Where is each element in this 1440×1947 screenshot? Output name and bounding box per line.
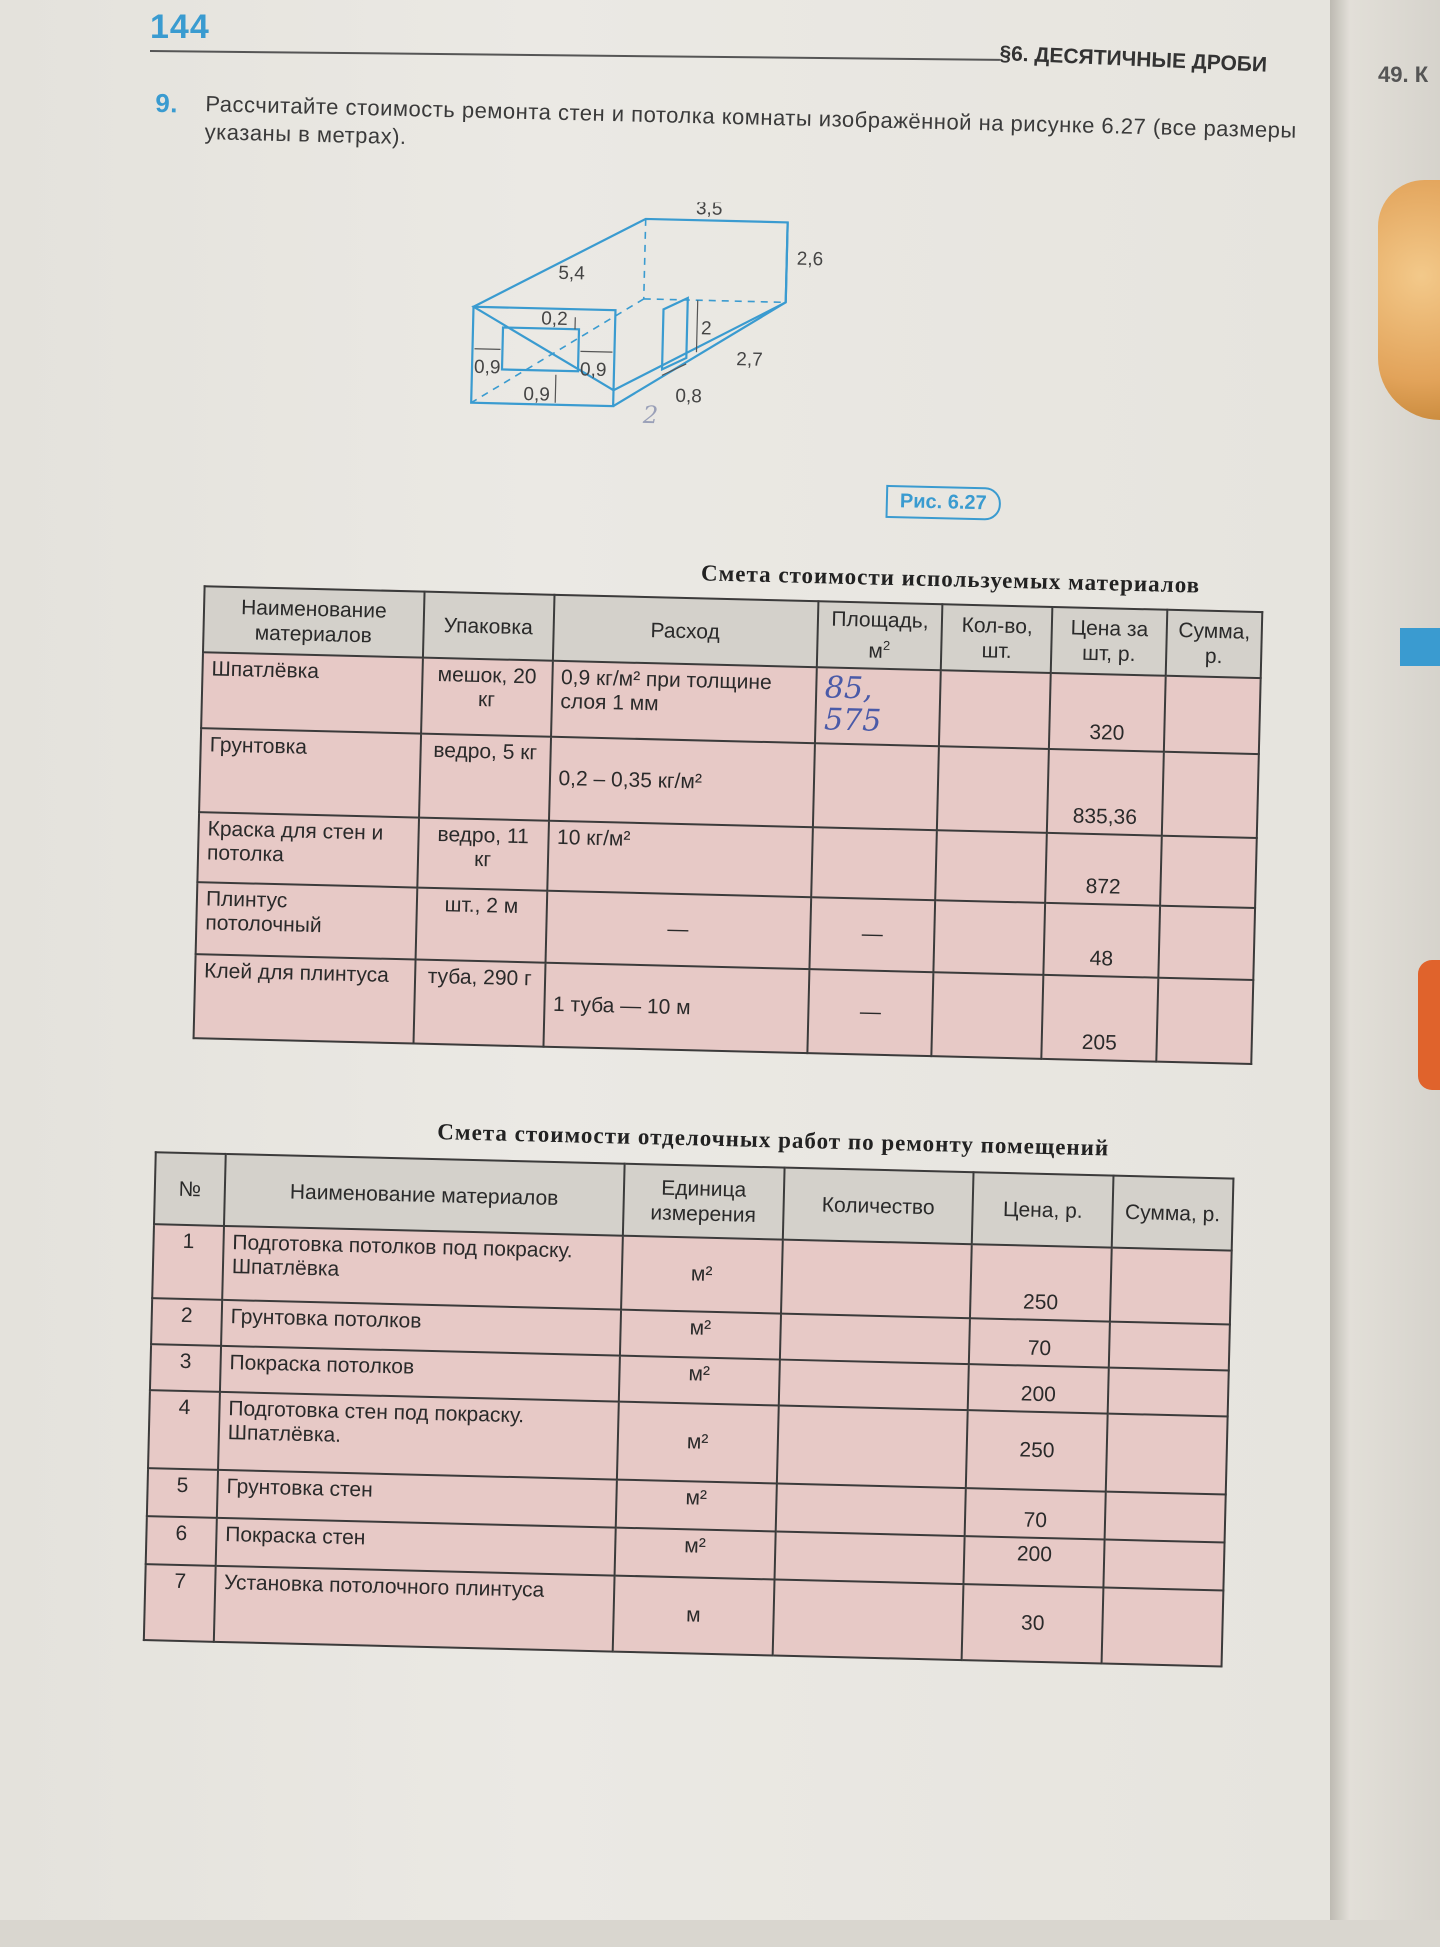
cell-price: 320: [1049, 673, 1166, 752]
figure-caption-prefix: Рис.: [900, 490, 943, 513]
cell-sum: [1105, 1492, 1226, 1543]
cell-sum: [1106, 1414, 1228, 1495]
cell-price: 200: [968, 1364, 1109, 1413]
cell-unit: м: [613, 1576, 775, 1656]
cell-pack: шт., 2 м: [415, 888, 547, 963]
label-width: 3,5: [696, 198, 723, 220]
header-area: [816, 601, 943, 670]
cell-qty: [774, 1531, 965, 1584]
header-num: №: [154, 1152, 226, 1226]
cell-name: Покраска потолков: [220, 1346, 620, 1402]
cell-unit: м²: [616, 1480, 777, 1532]
cell-unit: м²: [620, 1310, 781, 1360]
cell-name: Установка потолочного плинтуса: [214, 1566, 615, 1652]
cell-qty: [939, 670, 1051, 749]
cell-qty: [780, 1314, 971, 1365]
door-width-arrow: [662, 363, 686, 376]
cell-sum: [1110, 1248, 1232, 1325]
works-table: [143, 1151, 1235, 1667]
cell-name: Подготовка стен под покраску. Шпатлёвка.: [218, 1392, 619, 1480]
header-name: Наименование материалов: [203, 586, 424, 657]
cell-name: Плинтус потолочный: [196, 882, 417, 959]
cell-name: Краска для стен и потолка: [197, 812, 418, 887]
header-qty: Кол-во, шт.: [941, 604, 1052, 673]
cell-price: 250: [970, 1244, 1111, 1321]
cell-num: 7: [144, 1564, 216, 1642]
background-object-orange: [1418, 960, 1440, 1090]
label-window-top: 0,2: [541, 308, 568, 330]
materials-table-title: Смета стоимости используемых материалов: [701, 560, 1201, 598]
cell-usage: 10 кг/м²: [547, 821, 813, 897]
label-length: 5,4: [558, 263, 585, 285]
next-page-fragment: 49. К: [1378, 62, 1428, 88]
cell-name: Грунтовка стен: [217, 1470, 617, 1528]
cell-unit: м²: [617, 1402, 779, 1484]
cell-qty: [936, 830, 1047, 903]
cell-num: 6: [146, 1516, 217, 1566]
cell-usage: 1 туба — 10 м: [543, 963, 809, 1053]
handwritten-mark: 2: [642, 401, 659, 429]
cell-sum: [1164, 676, 1261, 754]
cell-price: 30: [962, 1584, 1104, 1663]
hidden-edge-back: [644, 299, 786, 302]
next-page-blue-tab: [1400, 628, 1440, 666]
window-right-arrow: [580, 351, 612, 352]
window-bottom-arrow: [555, 375, 556, 403]
label-window-left: 0,9: [474, 357, 501, 379]
cell-area: [811, 827, 938, 900]
header-sum: Сумма, р.: [1166, 610, 1263, 678]
cell-sum: [1109, 1322, 1230, 1371]
cell-name: Клей для плинтуса: [194, 954, 416, 1043]
task-number: 9.: [155, 89, 178, 118]
cell-pack: ведро, 11 кг: [417, 818, 549, 891]
cell-sum: [1162, 752, 1259, 838]
header-price: Цена за шт, р.: [1051, 607, 1167, 676]
label-window-bottom: 0,9: [523, 384, 550, 406]
cell-usage: —: [545, 891, 811, 969]
cell-num: 1: [152, 1224, 224, 1300]
header-price: Цена, р.: [972, 1172, 1113, 1247]
cell-name: Шпатлёвка: [201, 652, 422, 733]
cell-sum: [1103, 1540, 1224, 1591]
door-height-arrow: [696, 300, 697, 352]
cell-price: 205: [1042, 975, 1159, 1062]
cell-area: —: [807, 969, 934, 1056]
cell-unit: м²: [619, 1356, 780, 1406]
cell-name: Покраска стен: [216, 1518, 616, 1576]
cell-area: [815, 667, 942, 746]
cell-name: Грунтовка: [199, 728, 421, 817]
header-qty: Количество: [782, 1168, 973, 1245]
materials-table: [193, 585, 1264, 1065]
cell-qty: [778, 1360, 969, 1411]
header-usage: Расход: [552, 595, 818, 667]
header-area-text: Площадь, м: [831, 608, 929, 663]
cell-qty: [937, 746, 1049, 833]
background-object: [1378, 180, 1440, 420]
cell-sum: [1102, 1588, 1224, 1667]
cell-price: 872: [1045, 833, 1161, 906]
header-unit: Единица измерения: [623, 1164, 785, 1240]
cell-usage: 0,9 кг/м² при толщине слоя 1 мм: [551, 661, 817, 743]
cell-num: 5: [147, 1468, 218, 1518]
cell-pack: мешок, 20 кг: [421, 658, 553, 737]
cell-area: —: [809, 897, 936, 972]
cell-price: 200: [964, 1536, 1105, 1587]
room-diagram: [461, 197, 908, 498]
cell-sum: [1160, 836, 1257, 908]
cell-area: [812, 743, 939, 830]
cell-price: 835,36: [1047, 749, 1164, 836]
cell-qty: [776, 1406, 968, 1489]
header-sum: Сумма, р.: [1112, 1176, 1234, 1251]
label-door-width: 0,8: [675, 386, 702, 408]
cell-unit: м²: [614, 1528, 775, 1580]
label-door-height: 2: [701, 318, 712, 339]
figure-caption: [885, 485, 1001, 521]
cell-name: Грунтовка потолков: [221, 1300, 621, 1356]
cell-price: 250: [966, 1410, 1108, 1491]
window-left-arrow: [474, 349, 500, 350]
figure-caption-number: 6.27: [948, 491, 987, 514]
handwritten-area-1: 85,: [824, 672, 932, 707]
cell-sum: [1108, 1368, 1229, 1417]
cell-sum: [1158, 906, 1255, 980]
cell-name: Подготовка потолков под покраску. Шпатлёвка: [222, 1226, 623, 1310]
task-text: Рассчитайте стоимость ремонта стен и потолка комнаты изображённой на рисунке 6.27 (все размеры указаны в метрах).: [204, 91, 1297, 149]
header-name: Наименование материалов: [224, 1154, 625, 1236]
back-edge: [786, 222, 788, 302]
cell-price: 70: [969, 1318, 1110, 1367]
cell-num: 4: [148, 1390, 220, 1470]
label-window-right: 0,9: [580, 359, 607, 381]
cell-price: 48: [1044, 903, 1161, 978]
cell-usage: 0,2 – 0,35 кг/м²: [548, 737, 814, 827]
cell-num: 2: [151, 1298, 222, 1346]
header-area-sup: 2: [883, 638, 891, 653]
cell-qty: [932, 972, 1044, 1059]
label-door-offset: 2,7: [736, 349, 763, 371]
cell-pack: туба, 290 г: [413, 960, 545, 1047]
window: [502, 327, 579, 371]
room-figure: [461, 197, 908, 503]
task: [204, 90, 1305, 173]
cell-unit: м²: [621, 1236, 783, 1314]
cell-qty: [781, 1240, 972, 1319]
handwritten-area-2: 575: [824, 704, 932, 739]
cell-pack: ведро, 5 кг: [419, 734, 551, 821]
cell-sum: [1156, 978, 1253, 1064]
running-head: §6. ДЕСЯТИЧНЫЕ ДРОБИ: [999, 42, 1268, 78]
hidden-edge-vertical: [644, 219, 646, 299]
cell-qty: [772, 1579, 964, 1660]
works-table-title: Смета стоимости отделочных работ по ремонту помещений: [437, 1119, 1110, 1161]
header-pack: Упаковка: [423, 592, 554, 661]
cell-price: 70: [965, 1488, 1106, 1539]
cell-num: 3: [150, 1344, 221, 1392]
cell-qty: [934, 900, 1045, 975]
page-number: 144: [150, 8, 210, 47]
cell-qty: [775, 1483, 966, 1536]
label-height: 2,6: [797, 249, 824, 271]
